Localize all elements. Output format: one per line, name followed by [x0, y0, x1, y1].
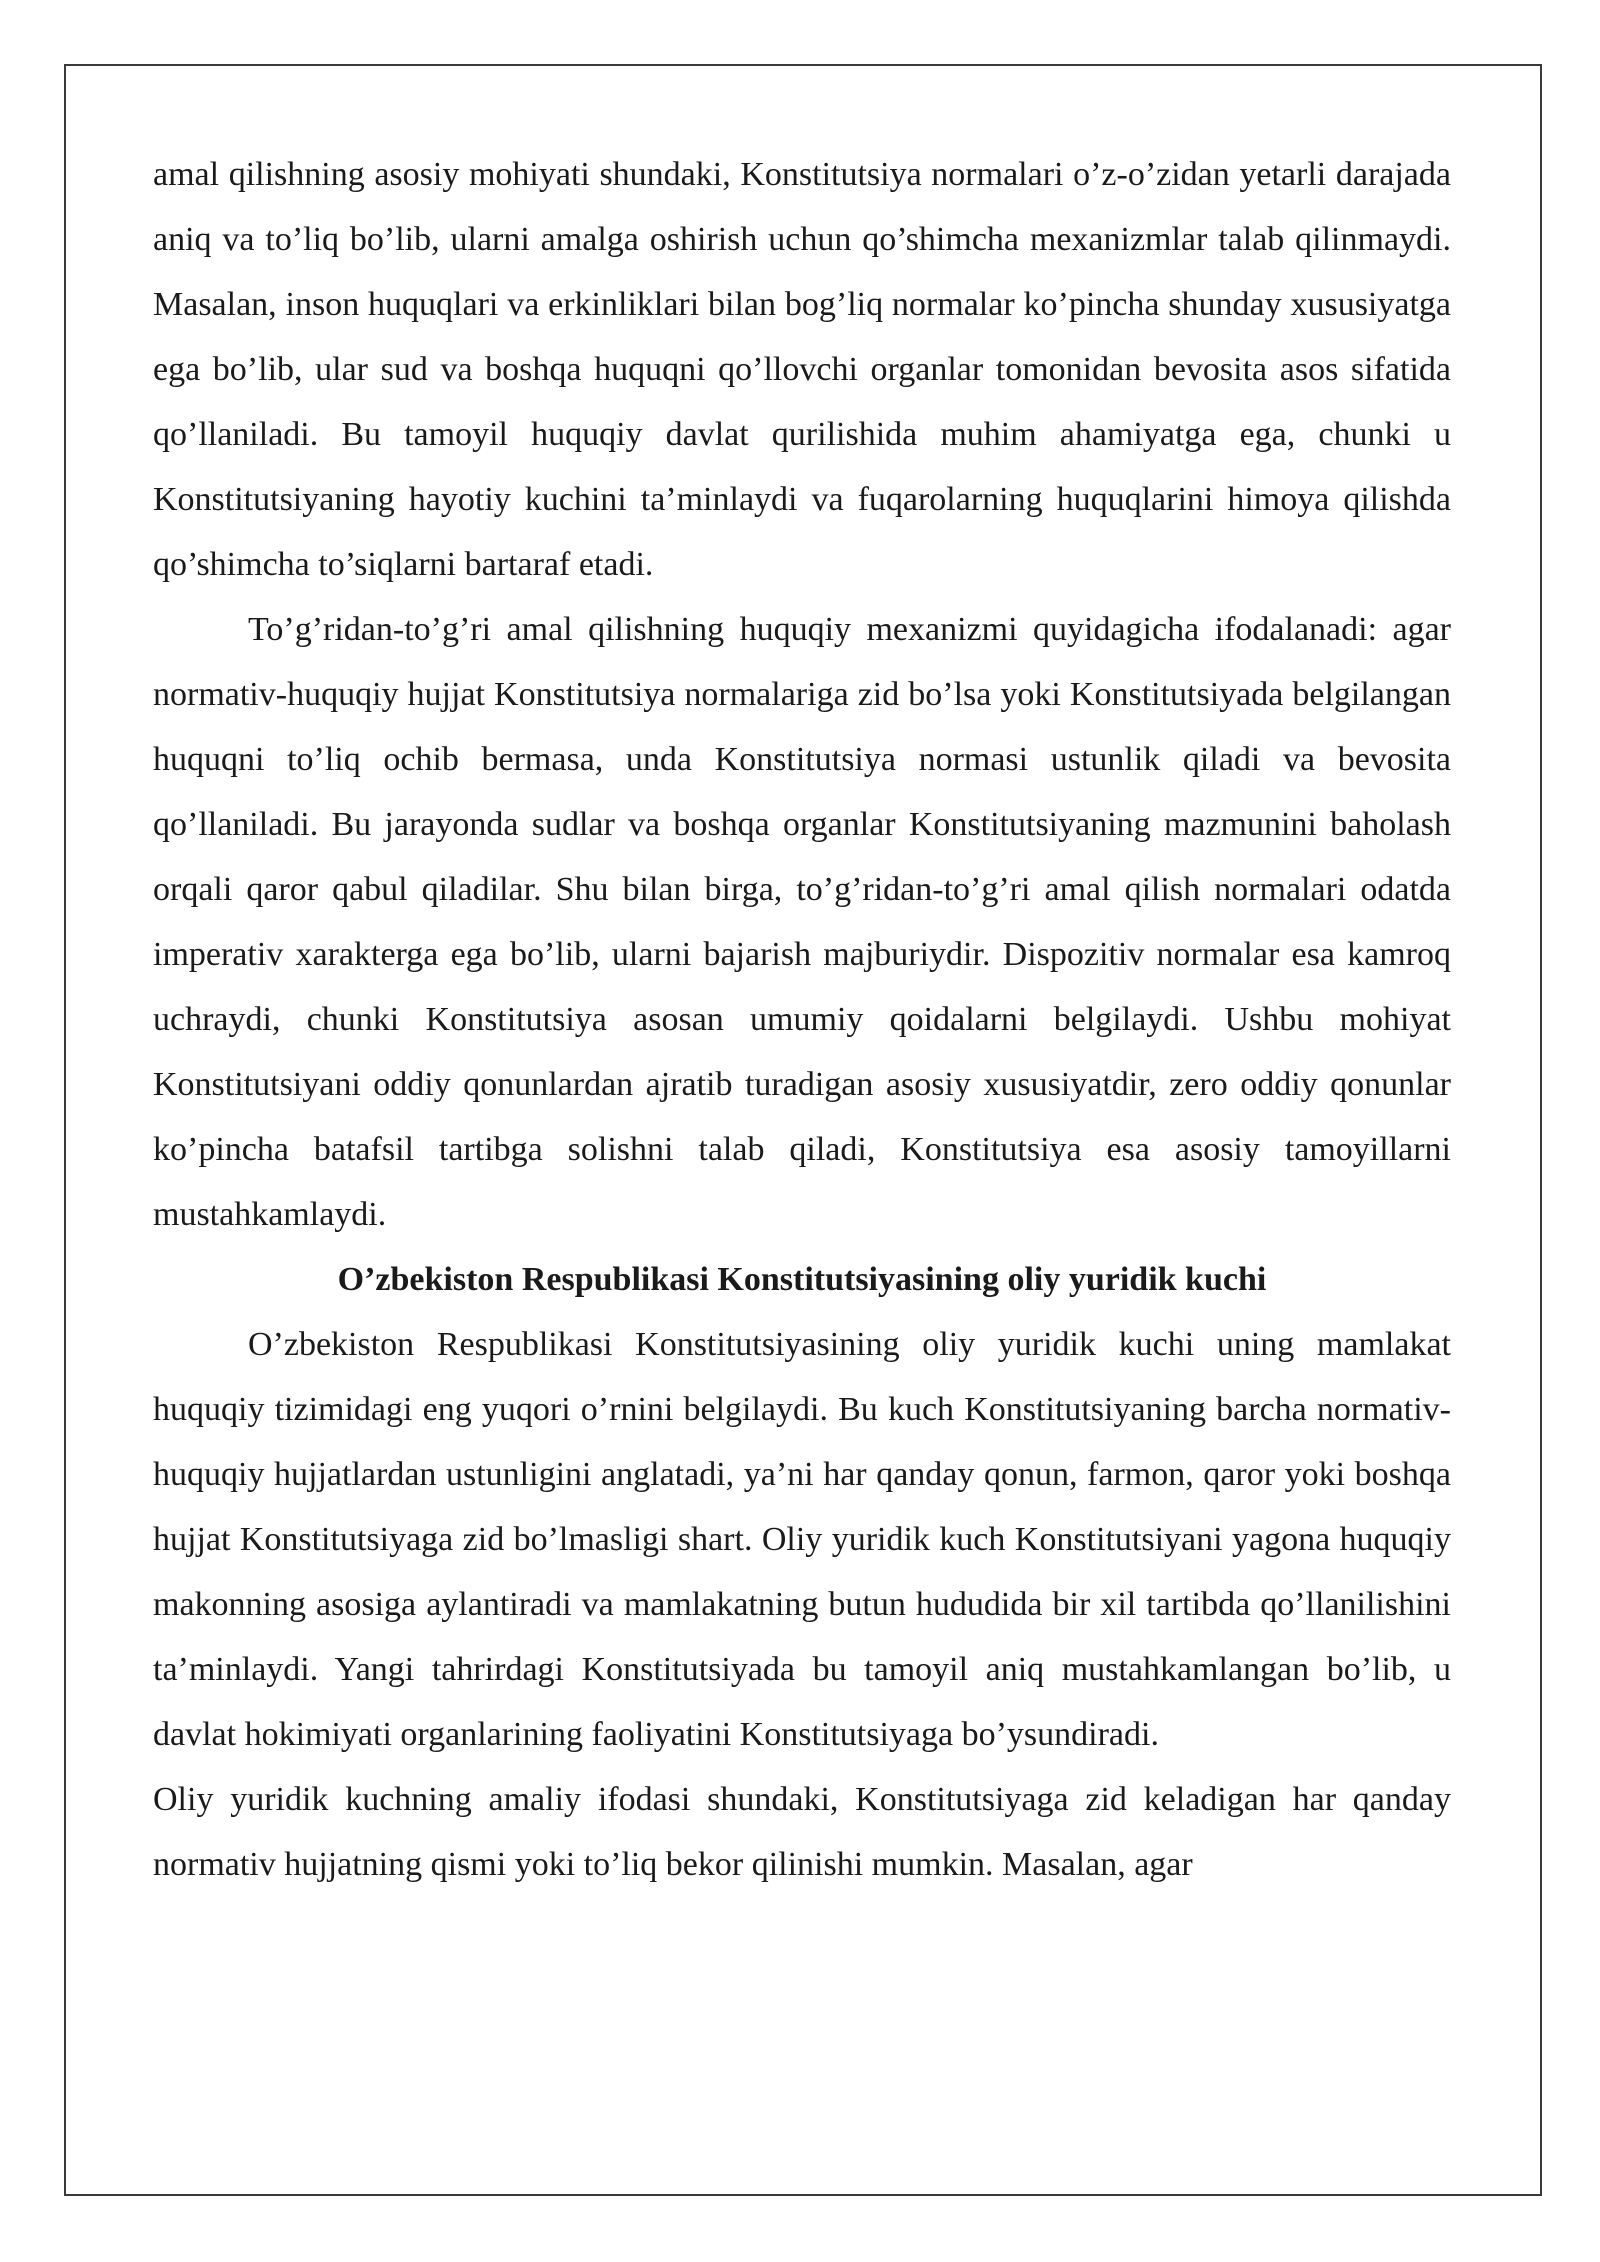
section-heading: O’zbekiston Respublikasi Konstitutsiyasining oliy yuridik kuchi: [337, 1261, 1267, 1298]
paragraph-direct-effect-essence: amal qilishning asosiy mohiyati shundaki, Konstitutsiya normalari o’z-o’zidan yetarli darajada aniq va to’liq bo’lib, ularni amalga oshirish uchun qo’shimcha mexanizmlar talab qilinmaydi. Masalan, inson huquqlari va erkinliklari bilan bog’liq normalar ko’pincha shunday xususiyatga ega bo’lib, ular sud va boshqa huquqni qo’llovchi organlar tomonidan bevosita asos sifatida qo’llaniladi. Bu tamoyil huquqiy davlat qurilishida muhim ahamiyatga ega, chunki u Konstitutsiyaning hayotiy kuchini ta’minlaydi va fuqarolarning huquqlarini himoya qilishda qo’shimcha to’siqlarni bartaraf etadi.: [153, 156, 1451, 583]
paragraph-supreme-legal-force: O’zbekiston Respublikasi Konstitutsiyasining oliy yuridik kuchi uning mamlakat huquqiy tizimidagi eng yuqori o’rnini belgilaydi. Bu kuch Konstitutsiyaning barcha normativ-huquqiy hujjatlardan ustunligini anglatadi, ya’ni har qanday qonun, farmon, qaror yoki boshqa hujjat Konstitutsiyaga zid bo’lmasligi shart. Oliy yuridik kuch Konstitutsiyani yagona huquqiy makonning asosiga aylantiradi va mamlakatning butun hududida bir xil tartibda qo’llanilishini ta’minlaydi. Yangi tahrirdagi Konstitutsiyada bu tamoyil aniq mustahkamlangan bo’lib, u davlat hokimiyati organlarining faoliyatini Konstitutsiyaga bo’ysundiradi.: [153, 1326, 1451, 1753]
document-body: [153, 142, 1451, 1897]
paragraph-direct-effect-mechanism: To’g’ridan-to’g’ri amal qilishning huquqiy mexanizmi quyidagicha ifodalanadi: agar normativ-huquqiy hujjat Konstitutsiya normalariga zid bo’lsa yoki Konstitutsiyada belgilangan huquqni to’liq ochib bermasa, unda Konstitutsiya normasi ustunlik qiladi va bevosita qo’llaniladi. Bu jarayonda sudlar va boshqa organlar Konstitutsiyaning mazmunini baholash orqali qaror qabul qiladilar. Shu bilan birga, to’g’ridan-to’g’ri amal qilish normalari odatda imperativ xarakterga ega bo’lib, ularni bajarish majburiydir. Dispozitiv normalar esa kamroq uchraydi, chunki Konstitutsiya asosan umumiy qoidalarni belgilaydi. Ushbu mohiyat Konstitutsiyani oddiy qonunlardan ajratib turadigan asosiy xususiyatdir, zero oddiy qonunlar ko’pincha batafsil tartibga solishni talab qiladi, Konstitutsiya esa asosiy tamoyillarni mustahkamlaydi.: [153, 611, 1451, 1233]
paragraph-practical-expression: Oliy yuridik kuchning amaliy ifodasi shundaki, Konstitutsiyaga zid keladigan har qanday normativ hujjatning qismi yoki to’liq bekor qilinishi mumkin. Masalan, agar: [153, 1781, 1451, 1883]
